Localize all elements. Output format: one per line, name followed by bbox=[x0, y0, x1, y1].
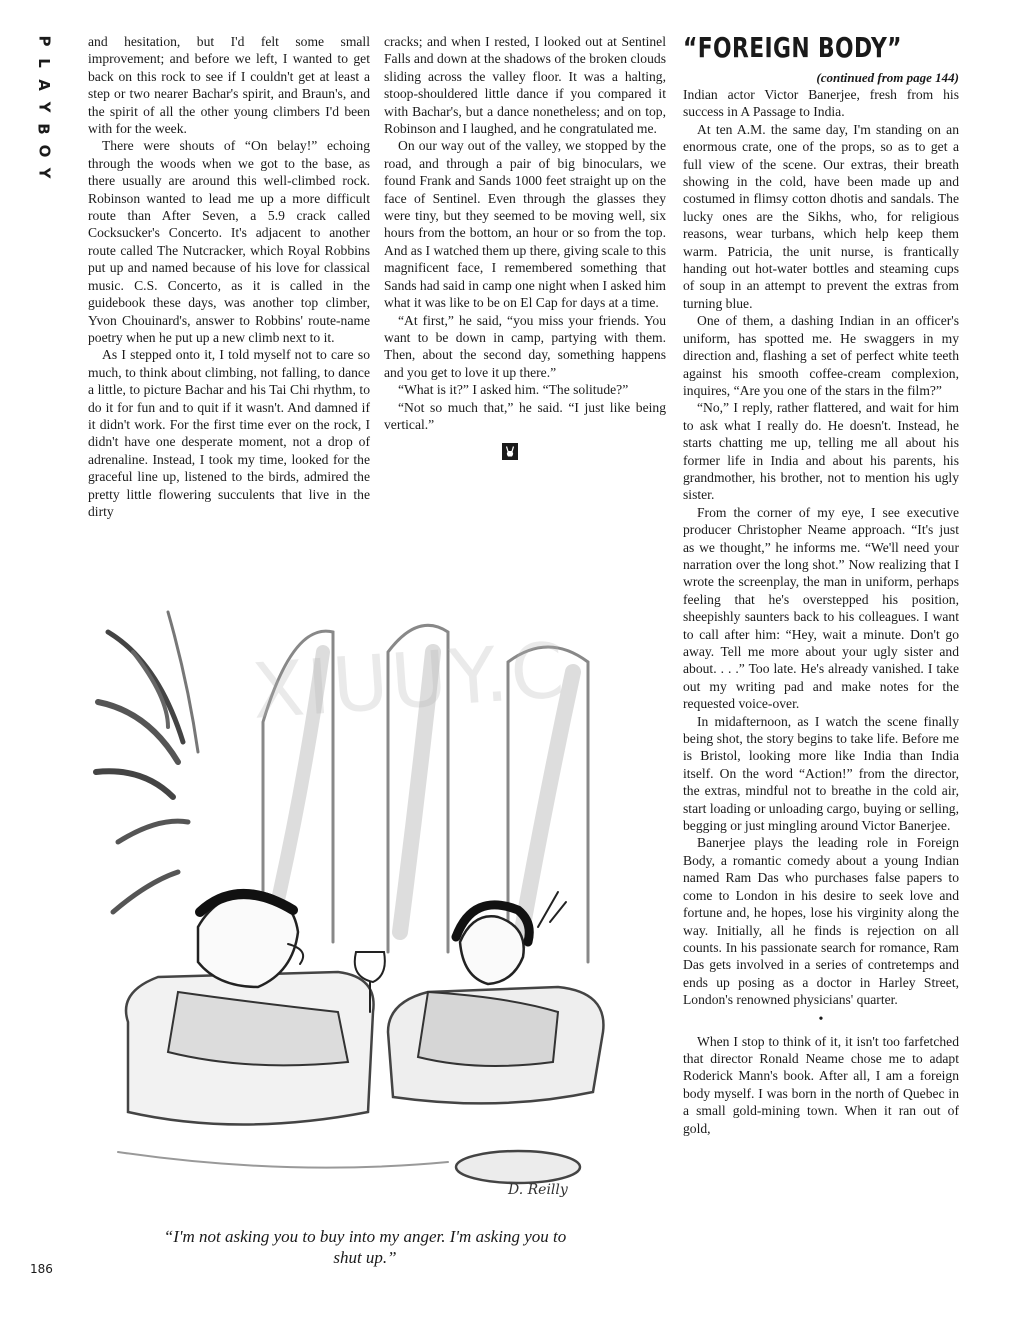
paragraph: When I stop to think of it, it isn't too farfetched that director Ronald Neame chose me to adapt Roderick Mann's book. After all, I am a foreign body myself. I was born in the north of Quebec in a small gold-mining town. When it ran out of gold, bbox=[683, 1033, 959, 1136]
paragraph: cracks; and when I rested, I looked out at Sentinel Falls and down at the shadows of the broken clouds sliding across the valley floor. It was a halting, stoop-shouldered little dance if you compared it with Bachar's, but a dance nonetheless; and on top, Robinson and I laughed, and he congratulated me. bbox=[384, 34, 666, 137]
paragraph: On our way out of the valley, we stopped by the road, and through a pair of big binoculars, we found Frank and Sands 1000 feet straight up on the face of Sentinel. Even through the glasses they were tiny, but they seemed to be moving well, six hours from the bottom, an hour or so from the top. And as I watched them up there, giving scale to this magnificent face, I remembered something that Sands had said in camp one night when I asked him what it was like to be on El Cap for days at a time. bbox=[384, 138, 666, 311]
cartoon-caption: “I'm not asking you to buy into my anger. I'm asking you to shut up.” bbox=[163, 1227, 567, 1267]
paragraph: There were shouts of “On belay!” echoing through the woods when we got to the base, as there usually are around this well-climbed rock. Robinson wanted to lead me up a more difficult route than After Seven, a 5.9 crack called Cocksucker's Concerto. It's adjacent to another route called The Nutcracker, which Royal Robbins put up and named because of his love for classical music. C.S. Concerto, as it is called in the guidebook these days, was another top climber, Yvon Chouinard's, answer to Robbins' route-name poetry when he put up a new climb next to it. bbox=[88, 138, 370, 345]
masthead-letter: P bbox=[35, 35, 53, 47]
magazine-masthead bbox=[28, 30, 60, 184]
section-separator: • bbox=[818, 1011, 824, 1027]
masthead-letter: L bbox=[35, 58, 53, 68]
paragraph: Indian actor Victor Banerjee, fresh from his success in A Passage to India. bbox=[683, 87, 959, 120]
paragraph: “What is it?” I asked him. “The solitude?” bbox=[398, 382, 629, 398]
paragraph: As I stepped onto it, I told myself not to care so much, to think about climbing, not falling, to dance a little, to picture Bachar and his Tai Chi rhythm, to do it for fun and to quit if it wasn't. And damned if it didn't work. For the first time ever on the rock, I didn't have one desperate moment, not a drop of adrenaline. Instead, I took my time, looked for the graceful line up, listened to the birds, admired the pretty little flowering succulents that live in the dirty bbox=[88, 347, 370, 519]
artist-signature: D. Reilly bbox=[508, 1182, 568, 1198]
watermark: XIUUY.C bbox=[249, 625, 570, 736]
article-column-3 bbox=[683, 33, 959, 1137]
paragraph: One of them, a dashing Indian in an officer's uniform, has spotted me. He swaggers in my direction and, flashing a set of perfect white teeth against his smooth coffee-cream complexion, inquires, “Are you one of the stars in the film?” bbox=[683, 313, 959, 398]
masthead-letter: B bbox=[35, 123, 53, 135]
cartoon-illustration bbox=[88, 592, 648, 1212]
paragraph: At ten A.M. the same day, I'm standing on an enormous crate, one of the props, so as to get a full view of the scene. Our extras, their breath showing in the cold, have been made up and costumed in flimsy cotton dhotis and sandals. The lucky ones are the Sikhs, who, for religious reasons, wear turbans, which help keep them warm. Patricia, the unit nurse, is frantically handing out hot-water bottles and steaming cups of soup in an attempt to prevent the extras from turning blue. bbox=[683, 121, 959, 311]
masthead-letter: O bbox=[34, 144, 53, 158]
masthead-letter: Y bbox=[35, 167, 53, 179]
masthead-letter: Y bbox=[35, 101, 53, 113]
masthead-letter: A bbox=[34, 79, 53, 91]
paragraph: and hesitation, but I'd felt some small improvement; and before we left, I wanted to get back on this rock to see if I couldn't get at least a step or two nearer Bachar's spirit, and Braun's, and the spirit of all the other young climbers I'd been with for the week. bbox=[88, 34, 370, 137]
article-headline: “FOREIGN BODY” bbox=[683, 31, 902, 64]
page-number: 186 bbox=[30, 1262, 53, 1276]
continued-note: (continued from page 144) bbox=[816, 70, 959, 85]
paragraph: Banerjee plays the leading role in Foreign Body, a romantic comedy about a young Indian named Ram Das who purchases false papers to come to London in his desire to seek love and fortune and, he hopes, lose his virginity along the way. Initially, all he finds is rejection on all counts. In his passionate search for romance, Ram Das gets involved in a series of contretemps and ends up posing as a doctor in Harley Street, London's renowned physicians' quarter. bbox=[683, 835, 959, 1008]
paragraph: “No,” I reply, rather flattered, and wait for him to ask what I really do. He doesn't. Instead, he starts chatting me up, telling me all about his former life in India and about his parents, his grandmother, his brother, not to mention his ugly sister. bbox=[683, 400, 959, 503]
article-column-1 bbox=[88, 33, 370, 520]
paragraph: “Not so much that,” he said. “I just like being vertical.” bbox=[384, 399, 666, 432]
paragraph: “At first,” he said, “you miss your friends. You want to be down in camp, partying with them. Then, about the second day, something happens and you get to love it up there.” bbox=[384, 312, 666, 380]
paragraph: From the corner of my eye, I see executive producer Christopher Neame approach. “It's just as we thought,” he informs me. “We'll need your narration over the long shot.” Now realizing that I wrote the screenplay, the man in uniform, perhaps feeling that he's overstepped his position, sheepishly saunters back to his colleagues. I want to call after him: “Hey, wait a minute. Don't go away. Tell me more about your ugly sister and about. . . .” Too late. He's already vanished. I take out my writing pad and make notes for the requested voice-over. bbox=[683, 504, 959, 712]
article-column-2 bbox=[384, 33, 666, 460]
rabbit-head-icon bbox=[502, 443, 518, 460]
paragraph: In midafternoon, as I watch the scene finally being shot, the story begins to take life. Before me is Bristol, looking more like India than India itself. On the word “Action!” from the director, the extras, mindful not to breathe in the cold air, start loading or unloading cargo, buying or selling, begging or just mingling around Victor Banerjee. bbox=[683, 713, 959, 834]
